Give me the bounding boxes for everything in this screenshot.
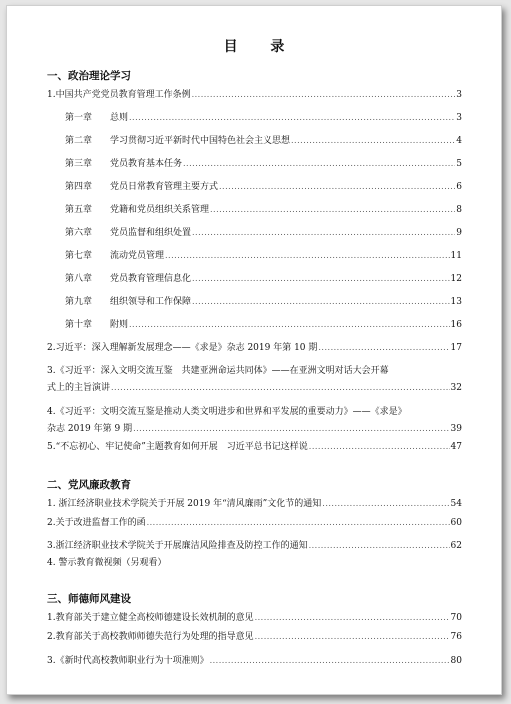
toc-entry-label[interactable]: 4. 警示教育微视频（另观看） — [47, 558, 167, 568]
toc-entry-label: 1. 浙江经济职业技术学院关于开展 2019 年“清风廉雨”文化节的通知 — [47, 499, 322, 509]
toc-chapter-entry[interactable] — [65, 202, 462, 215]
toc-entry[interactable] — [47, 439, 462, 452]
toc-entry-label-line2: 杂志 2019 年第 9 期 — [47, 424, 133, 434]
toc-entry[interactable] — [47, 340, 462, 353]
chapter-title: 党籍和党员组织关系管理 — [110, 205, 210, 215]
toc-entry[interactable] — [47, 538, 462, 551]
chapter-number: 第二章 — [65, 136, 93, 146]
chapter-number: 第九章 — [65, 297, 93, 307]
toc-page-number: 54 — [450, 499, 462, 509]
toc-leader — [192, 90, 456, 99]
toc-leader — [219, 182, 455, 191]
chapter-number: 第一章 — [65, 113, 93, 123]
toc-leader — [192, 228, 455, 237]
document-page — [6, 5, 502, 695]
toc-chapter-entry[interactable] — [65, 248, 462, 261]
toc-page-number: 62 — [450, 541, 462, 551]
toc-leader — [192, 274, 450, 283]
toc-entry[interactable] — [47, 515, 462, 528]
toc-leader — [129, 320, 450, 329]
toc-leader — [111, 383, 450, 392]
chapter-title: 附则 — [110, 320, 129, 330]
toc-chapter-entry[interactable] — [65, 317, 462, 330]
toc-entry[interactable] — [47, 380, 462, 393]
chapter-title: 党员教育管理信息化 — [110, 274, 192, 284]
toc-page-number: 13 — [450, 297, 462, 307]
toc-entry-label: 2.习近平：深入理解新发展理念——《求是》杂志 2019 年第 10 期 — [47, 343, 318, 353]
toc-page-number: 76 — [450, 632, 462, 642]
toc-chapter-entry[interactable] — [65, 179, 462, 192]
toc-leader — [322, 499, 449, 508]
toc-chapter-entry[interactable] — [65, 156, 462, 169]
toc-chapter-entry[interactable] — [65, 225, 462, 238]
toc-entry-label: 1.中国共产党党员教育管理工作条例 — [47, 90, 191, 100]
chapter-number: 第六章 — [65, 228, 93, 238]
toc-leader — [210, 205, 455, 214]
section-heading: 二、党风廉政教育 — [47, 479, 131, 491]
chapter-title: 党员日常教育管理主要方式 — [110, 182, 219, 192]
toc-page-number: 47 — [450, 442, 462, 452]
toc-page-number: 6 — [456, 182, 462, 192]
chapter-number: 第十章 — [65, 320, 93, 330]
toc-leader — [318, 343, 449, 352]
toc-entry-label-line1[interactable]: 4.《习近平：文明交流互鉴是推动人类文明进步和世界和平发展的重要动力》——《求是》 — [47, 407, 407, 417]
toc-entry-label: 2.关于改进监督工作的函 — [47, 518, 146, 528]
toc-entry[interactable] — [47, 629, 462, 642]
chapter-title: 总则 — [110, 113, 129, 123]
toc-page-number: 32 — [450, 383, 462, 393]
chapter-title: 党员监督和组织处置 — [110, 228, 192, 238]
toc-chapter-entry[interactable] — [65, 271, 462, 284]
toc-page-number: 4 — [456, 136, 462, 146]
toc-leader — [192, 297, 450, 306]
toc-entry-label: 3.《新时代高校教师职业行为十项准则》 — [47, 656, 209, 666]
toc-leader — [309, 442, 450, 451]
toc-page-number: 3 — [456, 90, 462, 100]
toc-entry[interactable] — [47, 87, 462, 100]
toc-leader — [210, 656, 450, 665]
chapter-title: 流动党员管理 — [110, 251, 165, 261]
toc-entry[interactable] — [47, 421, 462, 434]
toc-page-number: 60 — [450, 518, 462, 528]
toc-chapter-entry[interactable] — [65, 294, 462, 307]
toc-leader — [129, 113, 455, 122]
chapter-title: 学习贯彻习近平新时代中国特色社会主义思想 — [110, 136, 291, 146]
toc-leader — [183, 159, 455, 168]
toc-entry[interactable] — [47, 610, 462, 623]
toc-leader — [309, 541, 450, 550]
toc-entry-label-line2: 式上的主旨演讲 — [47, 383, 111, 393]
toc-entry-label: 3.浙江经济职业技术学院关于开展廉洁风险排查及防控工作的通知 — [47, 541, 308, 551]
chapter-title: 组织领导和工作保障 — [110, 297, 192, 307]
toc-entry-label: 2.教育部关于高校教师师德失范行为处理的指导意见 — [47, 632, 254, 642]
toc-entry-label: 5.“不忘初心、牢记使命”主题教育如何开展 习近平总书记这样说 — [47, 442, 308, 452]
toc-chapter-entry[interactable] — [65, 110, 462, 123]
toc-page-number: 39 — [450, 424, 462, 434]
chapter-title: 党员教育基本任务 — [110, 159, 183, 169]
toc-entry[interactable] — [47, 496, 462, 509]
chapter-number: 第五章 — [65, 205, 93, 215]
toc-page-number: 16 — [450, 320, 462, 330]
toc-page-number: 5 — [456, 159, 462, 169]
toc-page-number: 17 — [450, 343, 462, 353]
chapter-number: 第七章 — [65, 251, 93, 261]
toc-page-number: 11 — [450, 251, 462, 261]
toc-page-number: 70 — [450, 613, 462, 623]
toc-leader — [255, 613, 450, 622]
chapter-number: 第三章 — [65, 159, 93, 169]
toc-leader — [133, 424, 449, 433]
toc-entry-label: 1.教育部关于建立健全高校师德建设长效机制的意见 — [47, 613, 254, 623]
toc-leader — [255, 632, 450, 641]
toc-leader — [165, 251, 450, 260]
section-heading: 三、师德师风建设 — [47, 593, 131, 605]
toc-page-number: 9 — [456, 228, 462, 238]
chapter-number: 第四章 — [65, 182, 93, 192]
page-title: 目 录 — [223, 39, 299, 55]
toc-page-number: 8 — [456, 205, 462, 215]
section-heading: 一、政治理论学习 — [47, 70, 131, 82]
toc-entry[interactable] — [47, 653, 462, 666]
toc-page-number: 12 — [450, 274, 462, 284]
toc-chapter-entry[interactable] — [65, 133, 462, 146]
chapter-number: 第八章 — [65, 274, 93, 284]
toc-leader — [147, 518, 450, 527]
toc-entry-label-line1[interactable]: 3.《习近平：深入文明交流互鉴 共建亚洲命运共同体》——在亚洲文明对话大会开幕 — [47, 366, 389, 376]
toc-page-number: 80 — [450, 656, 462, 666]
toc-leader — [291, 136, 455, 145]
toc-page-number: 3 — [456, 113, 462, 123]
